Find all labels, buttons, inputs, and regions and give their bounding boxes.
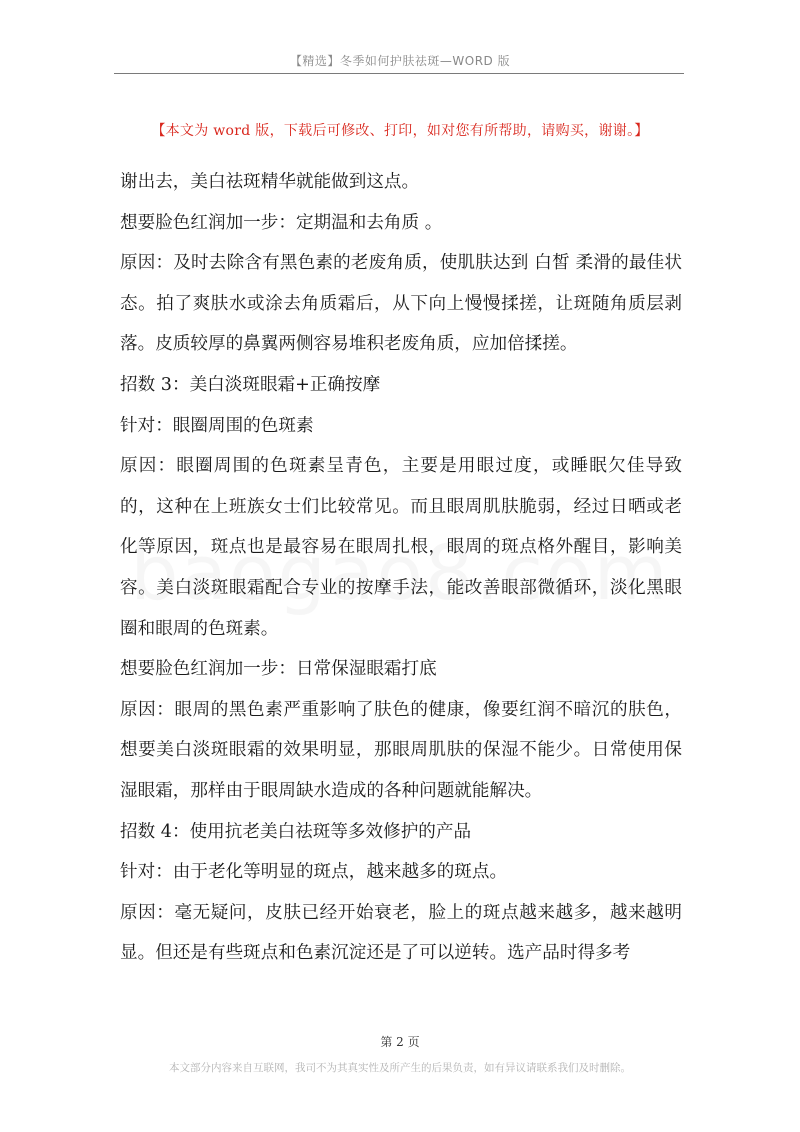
section-heading: 招数 4：使用抗老美白祛斑等多效修护的产品 <box>120 821 472 842</box>
paragraph: 原因：眼周的黑色素严重影响了肤色的健康，像要红润不暗沉的肤色，想要美白淡斑眼霜的效果明显，那眼周肌肤的保湿不能少。日常使用保湿眼霜，那样由于眼周缺水造成的各种问题就能解决。 <box>120 699 682 801</box>
paragraph: 谢出去，美白祛斑精华就能做到这点。 <box>120 172 420 192</box>
paragraph: 原因：及时去除含有黑色素的老废角质，使肌肤达到 白皙 柔滑的最佳状态。拍了爽肤水或涂去角质霜后，从下向上慢慢揉搓，让斑随角质层剥落。皮质较厚的鼻翼两侧容易堆积老废角质，应加倍揉搓。 <box>120 253 682 355</box>
download-notice: 【本文为 word 版，下载后可修改、打印，如对您有所帮助，请购买，谢谢。】 <box>151 123 649 139</box>
page-header: 【精选】冬季如何护肤祛斑—WORD 版 <box>289 54 511 68</box>
page-number: 第 2 页 <box>380 1035 420 1049</box>
paragraph: 原因：眼圈周围的色斑素呈青色，主要是用眼过度，或睡眠欠佳导致的，这种在上班族女士们比较常见。而且眼周肌肤脆弱，经过日晒或老化等原因，斑点也是最容易在眼周扎根，眼周的斑点格外醒目，影响美容。美白淡斑眼霜配合专业的按摩手法，能改善眼部微循环，淡化黑眼圈和眼周的色斑素。 <box>120 456 682 639</box>
section-heading: 招数 3：美白淡斑眼霜+正确按摩 <box>120 374 381 395</box>
document-body <box>120 162 682 974</box>
paragraph: 针对：由于老化等明显的斑点，越来越多的斑点。 <box>120 862 508 883</box>
paragraph: 想要脸色红润加一步：定期温和去角质 。 <box>120 212 443 233</box>
page-footer: 本文部分内容来自互联网，我司不为其真实性及所产生的后果负责，如有异议请联系我们及时删除。 <box>169 1062 631 1074</box>
paragraph: 想要脸色红润加一步：日常保湿眼霜打底 <box>120 659 437 680</box>
header-rule <box>114 73 684 74</box>
paragraph: 原因：毫无疑问，皮肤已经开始衰老，脸上的斑点越来越多，越来越明显。但还是有些斑点和色素沉淀还是了可以逆转。选产品时得多考 <box>120 902 682 964</box>
paragraph: 针对：眼圈周围的色斑素 <box>120 415 314 436</box>
